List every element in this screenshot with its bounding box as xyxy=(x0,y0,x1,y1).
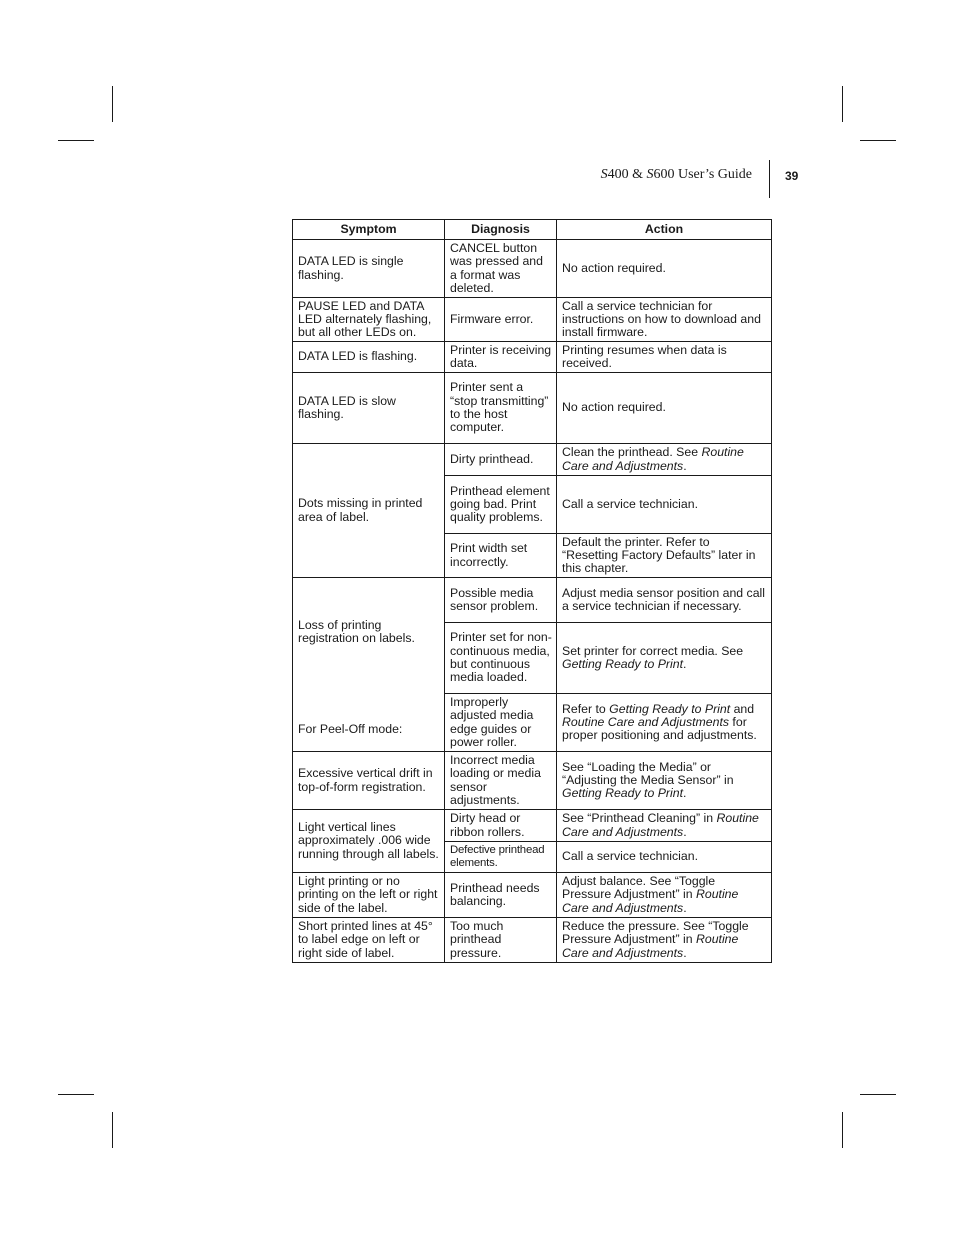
diagnosis-cell: Improperly adjusted media edge guides or power roller. xyxy=(445,694,557,752)
action-cell: No action required. xyxy=(557,373,772,444)
column-header-action: Action xyxy=(557,220,772,240)
action-cell: Call a service technician for instructions on how to download and install firmware. xyxy=(557,298,772,342)
diagnosis-cell: Printer set for non-continuous media, but continuous media loaded. xyxy=(445,623,557,694)
diagnosis-cell: Print width set incorrectly. xyxy=(445,534,557,578)
diagnosis-cell: Printhead needs balancing. xyxy=(445,873,557,918)
diagnosis-cell: Printhead element going bad. Print quality problems. xyxy=(445,476,557,534)
symptom-cell: DATA LED is slow flashing. xyxy=(293,373,445,444)
diagnosis-cell: Too much printhead pressure. xyxy=(445,918,557,963)
crop-mark-top-right-vertical xyxy=(842,86,843,122)
action-cell: No action required. xyxy=(557,240,772,298)
table-row xyxy=(293,444,772,476)
manual-reference: Getting Ready to Print xyxy=(562,657,683,671)
table-row xyxy=(293,373,772,444)
action-cell xyxy=(557,623,772,694)
manual-reference: Getting Ready to Print xyxy=(562,786,683,801)
manual-reference: Routine Care and Adjustments xyxy=(562,887,739,915)
diagnosis-cell: CANCEL button was pressed and a format was deleted. xyxy=(445,240,557,298)
running-header xyxy=(560,160,810,198)
troubleshooting-table xyxy=(292,219,772,963)
action-text: . xyxy=(682,657,687,671)
action-cell: Adjust media sensor position and call a service technician if necessary. xyxy=(557,578,772,623)
crop-mark-top-left-horizontal xyxy=(58,140,94,141)
manual-reference: Routine Care and Adjustments xyxy=(562,932,739,960)
action-text: . xyxy=(682,786,687,801)
title-prefix-s: S xyxy=(600,167,608,182)
action-cell: Default the printer. Refer to “Resetting Factory Defaults” later in this chapter. xyxy=(557,534,772,578)
action-text: See “Loading the Media” or “Adjusting the Media Sensor” in xyxy=(562,759,734,787)
table-row xyxy=(293,240,772,298)
action-cell: Call a service technician. xyxy=(557,842,772,873)
header-divider xyxy=(769,160,770,198)
title-model-400: 400 & xyxy=(607,167,647,182)
crop-mark-top-left-vertical xyxy=(112,86,113,122)
table-row xyxy=(293,342,772,373)
table-header-row xyxy=(293,220,772,240)
action-cell xyxy=(557,444,772,476)
crop-mark-bottom-left-vertical xyxy=(112,1112,113,1148)
symptom-cell: Light vertical lines approximately .006 wide running through all labels. xyxy=(293,810,445,873)
symptom-cell: PAUSE LED and DATA LED alternately flashing, but all other LEDs on. xyxy=(293,298,445,342)
diagnosis-cell: Printer is receiving data. xyxy=(445,342,557,373)
diagnosis-cell: Incorrect media loading or media sensor adjustments. xyxy=(445,752,557,810)
manual-reference: Routine Care and Adjustments xyxy=(562,445,744,473)
action-text: Refer to xyxy=(562,701,610,716)
symptom-cell: Short printed lines at 45° to label edge on left or right side of label. xyxy=(293,918,445,963)
action-text: . xyxy=(683,824,687,839)
action-text: . xyxy=(683,945,687,960)
crop-mark-bottom-right-vertical xyxy=(842,1112,843,1148)
title-prefix-s: S xyxy=(646,167,654,182)
table-row xyxy=(293,298,772,342)
diagnosis-cell: Printer sent a “stop transmitting” to the host computer. xyxy=(445,373,557,444)
action-cell xyxy=(557,810,772,842)
page-number: 39 xyxy=(785,169,799,183)
action-text: . xyxy=(683,900,687,915)
table-row xyxy=(293,578,772,623)
symptom-cell: Light printing or no printing on the left or right side of the label. xyxy=(293,873,445,918)
guide-title xyxy=(601,167,752,183)
crop-mark-top-right-horizontal xyxy=(860,140,896,141)
manual-reference: Getting Ready to Print xyxy=(609,701,731,716)
action-cell xyxy=(557,752,772,810)
diagnosis-cell: Possible media sensor problem. xyxy=(445,578,557,623)
action-text: and xyxy=(730,701,755,716)
diagnosis-cell: Firmware error. xyxy=(445,298,557,342)
action-text: . xyxy=(683,458,687,473)
action-cell xyxy=(557,694,772,752)
symptom-cell: DATA LED is flashing. xyxy=(293,342,445,373)
symptom-cell: Dots missing in printed area of label. xyxy=(293,444,445,578)
diagnosis-cell: Defective printhead elements. xyxy=(445,842,557,873)
symptom-cell xyxy=(293,578,445,752)
action-text: Clean the printhead. See xyxy=(562,445,702,460)
action-text: Set printer for correct media. See xyxy=(562,643,744,658)
symptom-cell: DATA LED is single flashing. xyxy=(293,240,445,298)
symptom-text: Loss of printing registration on labels. xyxy=(298,617,415,645)
crop-mark-bottom-right-horizontal xyxy=(860,1094,896,1095)
action-text: Adjust balance. See “Toggle Pressure Adjustment” in xyxy=(562,874,716,902)
action-text: See “Printhead Cleaning” in xyxy=(562,811,717,826)
action-text: for proper positioning and adjustments. xyxy=(562,714,757,743)
title-model-600: 600 User’s Guide xyxy=(653,167,752,182)
symptom-cell: Excessive vertical drift in top-of-form registration. xyxy=(293,752,445,810)
manual-reference: Routine Care and Adjustments xyxy=(562,714,730,729)
table-row xyxy=(293,810,772,842)
table-row xyxy=(293,918,772,963)
action-cell xyxy=(557,873,772,918)
action-cell: Call a service technician. xyxy=(557,476,772,534)
diagnosis-cell: Dirty printhead. xyxy=(445,444,557,476)
action-cell xyxy=(557,918,772,963)
column-header-symptom: Symptom xyxy=(293,220,445,240)
table-row xyxy=(293,752,772,810)
table-row xyxy=(293,873,772,918)
action-text: Reduce the pressure. See “Toggle Pressure Adjustment” in xyxy=(562,919,749,947)
manual-reference: Routine Care and Adjustments xyxy=(562,811,759,839)
diagnosis-cell: Dirty head or ribbon rollers. xyxy=(445,810,557,842)
action-cell: Printing resumes when data is received. xyxy=(557,342,772,373)
symptom-text-peel-off: For Peel-Off mode: xyxy=(298,722,403,737)
column-header-diagnosis: Diagnosis xyxy=(445,220,557,240)
crop-mark-bottom-left-horizontal xyxy=(58,1094,94,1095)
